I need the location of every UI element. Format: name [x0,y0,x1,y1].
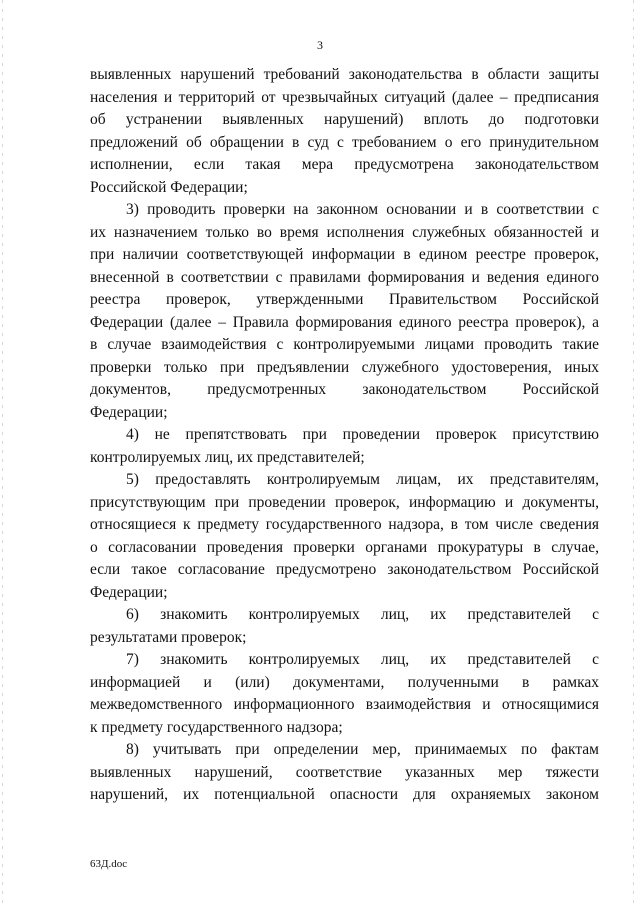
text-line: Российской Федерации; [90,178,248,196]
document-body [90,64,599,807]
text-line: нарушений, их потенциальной опасности для охраняемых законом [90,786,599,803]
text-line: 6) знакомить контролируемых лиц, их представителей с [126,606,599,623]
text-line: присутствующим при проведении проверок, информацию и документы, [90,493,599,511]
text-line: Федерации; [90,403,168,421]
text-line: об устранении выявленных нарушений) вплоть до подготовки [90,111,599,128]
text-line: 8) учитывать при определении мер, принимаемых по фактам [126,741,599,758]
paragraph-item-5 [90,469,599,604]
paragraph-item-6 [90,604,599,649]
text-line: исполнении, если такая мера предусмотрена законодательством [90,156,599,173]
text-line: результатами проверок; [90,628,247,646]
text-line: 7) знакомить контролируемых лиц, их представителей с [126,651,599,668]
paragraph-continuation [90,64,599,199]
text-line: документов, предусмотренных законодательством Российской [90,381,599,398]
right-scan-edge [633,0,634,905]
text-line: в случае взаимодействия с контролируемыми лицами проводить такие [90,336,599,353]
paragraph-item-4 [90,424,599,469]
text-line: о согласовании проведения проверки органами прокуратуры в случае, [90,538,599,556]
text-line: выявленных нарушений, соответствие указанных мер тяжести [90,763,599,781]
text-line: их назначением только во время исполнения служебных обязанностей и [90,223,599,241]
text-line: 5) предоставлять контролируемым лицам, их представителям, [126,471,599,488]
text-line: Федерации (далее – Правила формирования единого реестра проверок), а [90,313,599,331]
text-line: 3) проводить проверки на законном основании и в соответствии с [126,201,599,218]
page-number: 3 [317,38,323,52]
text-line: выявленных нарушений требований законодательства в области защиты [90,66,599,83]
text-line: населения и территорий от чрезвычайных ситуаций (далее – предписания [90,88,599,106]
text-line: межведомственного информационного взаимодействия и относящимися [90,696,599,713]
paragraph-item-8 [90,739,599,807]
text-line: если такое согласование предусмотрено законодательством Российской [90,561,599,578]
text-line: реестра проверок, утвержденными Правительством Российской [90,291,599,308]
left-scan-edge [2,0,3,905]
text-line: к предмету государственного надзора; [90,718,343,736]
footer-filename: 63Д.doc [90,858,128,870]
text-line: внесенной в соответствии с правилами формирования и ведения единого [90,268,599,286]
text-line: 4) не препятствовать при проведении проверок присутствию [126,426,599,443]
text-line: информацией и (или) документами, полученными в рамках [90,673,599,691]
text-line: контролируемых лиц, их представителей; [90,448,365,466]
text-line: при наличии соответствующей информации в едином реестре проверок, [90,246,599,263]
text-line: предложений об обращении в суд с требованием о его принудительном [90,133,599,151]
paragraph-item-3 [90,199,599,424]
text-line: проверки только при предъявлении служебного удостоверения, иных [90,358,599,376]
text-line: относящиеся к предмету государственного надзора, в том числе сведения [90,516,599,533]
paragraph-item-7 [90,649,599,739]
text-line: Федерации; [90,583,168,601]
